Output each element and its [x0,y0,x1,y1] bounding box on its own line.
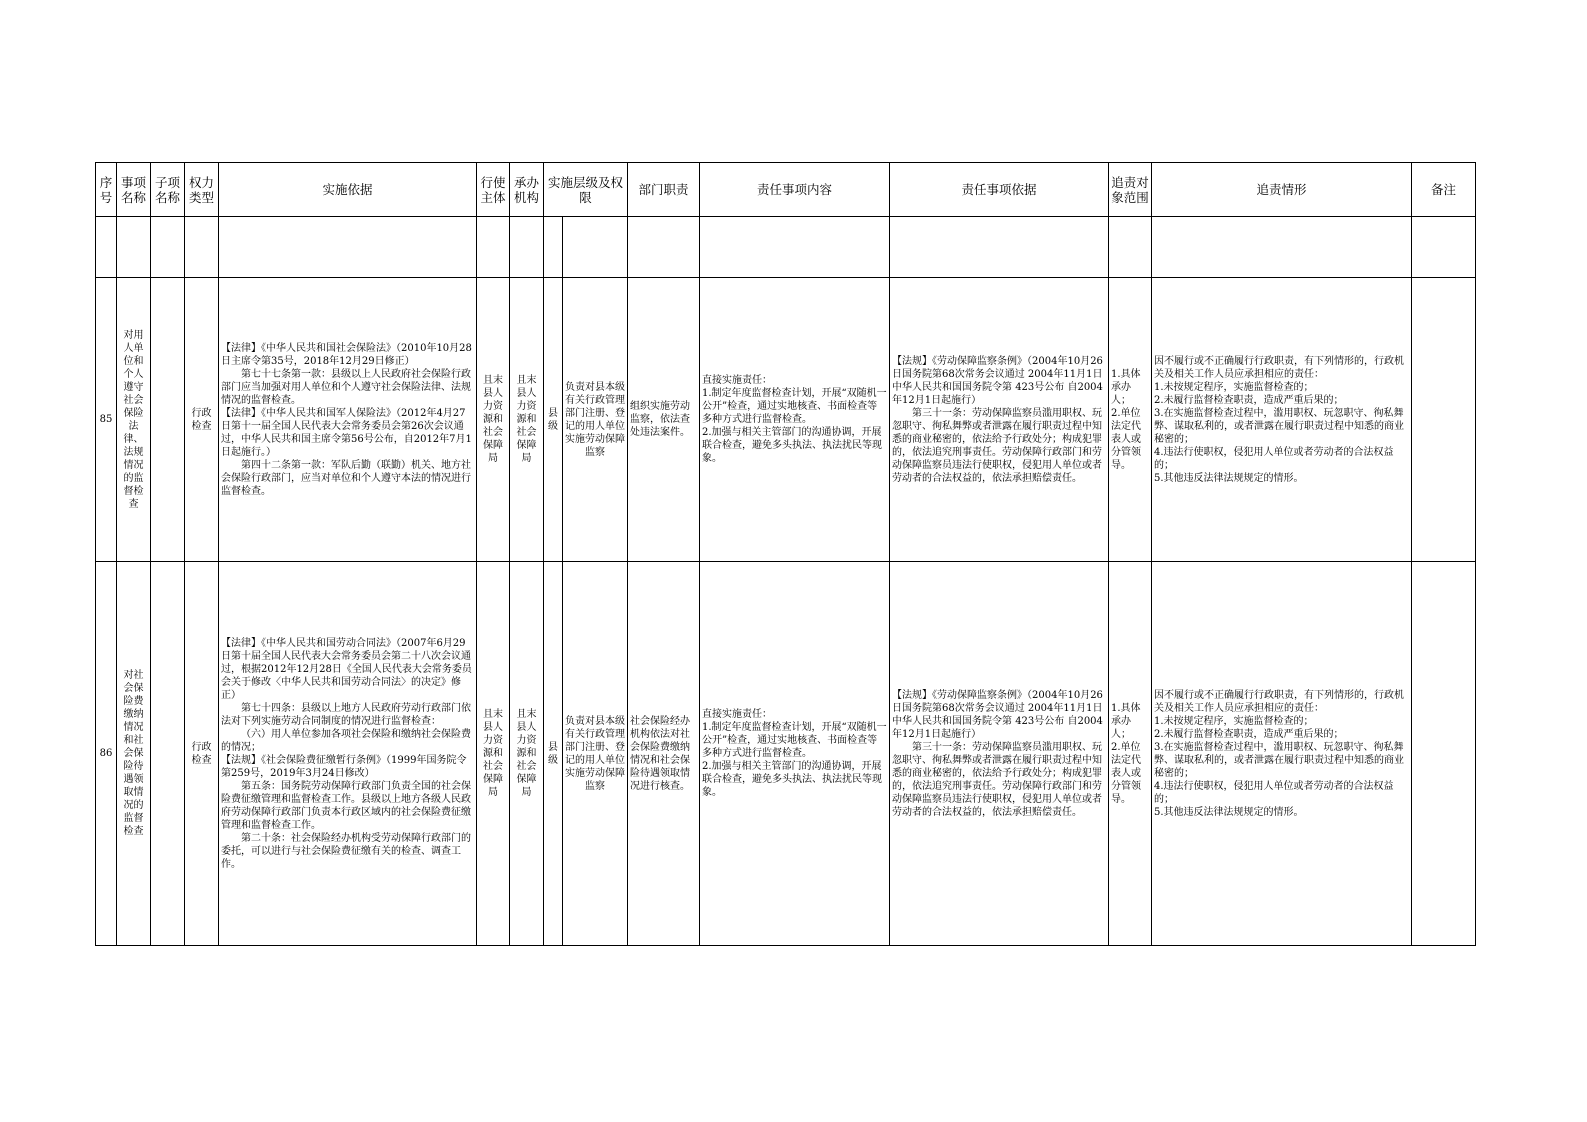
cell-accountability: 因不履行或不正确履行行政职责，有下列情形的，行政机关及相关工作人员应承担相应的责任： 1.未按规定程序，实施监督检查的； 2.未履行监督检查职责，造成严重后果的； 3.在实施监督检查过程中，滥用职权、玩忽职守、徇私舞弊、谋取私利的，或者泄露在履行职责过程中知悉的商业秘密的； 4.违法行使职权，侵犯用人单位或者劳动者的合法权益的； 5.其他违反法律法规规定的情形。 [1152,562,1412,946]
header-row [96,163,1476,217]
basis-paragraph: 【法律】《中华人民共和国军人保险法》（2012年4月27日第十一届全国人民代表大会常务委员会第26次会议通过，中华人民共和国主席令第56号公布，自2012年7月1日起施行。） [221,407,472,458]
header-subject: 行使主体 [477,163,510,217]
basis-paragraph: 【法律】《中华人民共和国社会保险法》（2010年10月28日主席令第35号，2018年12月29日修正） [221,342,472,367]
cell-scope: 1.具体承办人； 2.单位法定代表人或分管领导。 [1109,562,1152,946]
header-subitem-name: 子项名称 [151,163,185,217]
cell-resp-content: 直接实施责任： 1.制定年度监督检查计划，开展“双随机一公开”检查，通过实地核查、书面检查等多种方式进行监督检查。 2.加强与相关主管部门的沟通协调，开展联合检查，避免多头执法、执法扰民等现象。 [700,562,890,946]
table-row [96,278,1476,562]
basis-paragraph: 第七十四条：县级以上地方人民政府劳动行政部门依法对下列实施劳动合同制度的情况进行监督检查： [221,702,471,727]
cell-agency: 且末县人力资源和社会保障局 [510,278,544,562]
header-scope: 追责对象范围 [1109,163,1152,217]
cell-subitem-name [151,278,185,562]
cell-level-desc: 负责对县本级有关行政管理部门注册、登记的用人单位实施劳动保障监察 [563,562,628,946]
blank-row [96,217,1476,278]
cell-dept-duty: 组织实施劳动监察，依法查处违法案件。 [628,278,700,562]
basis-paragraph: （六）用人单位参加各项社会保险和缴纳社会保险费的情况； [221,728,471,753]
header-resp-basis: 责任事项依据 [890,163,1109,217]
cell-power-type: 行政检查 [185,562,219,946]
header-dept-duty: 部门职责 [628,163,700,217]
cell-item-name: 对社会保险费缴纳情况和社会保险待遇领取情况的监督检查 [117,562,151,946]
cell-remarks [1412,278,1476,562]
header-agency: 承办机构 [510,163,544,217]
basis-paragraph: 第七十七条第一款：县级以上人民政府社会保险行政部门应当加强对用人单位和个人遵守社会保险法律、法规情况的监督检查。 [221,368,471,406]
resp-basis-paragraph: 第三十一条：劳动保障监察员滥用职权、玩忽职守、徇私舞弊或者泄露在履行职责过程中知悉的商业秘密的，依法给予行政处分；构成犯罪的，依法追究刑事责任。劳动保障行政部门和劳动保障监察员违法行使职权，侵犯用人单位或者劳动者的合法权益的，依法承担赔偿责任。 [892,407,1103,484]
header-resp-content: 责任事项内容 [700,163,890,217]
cell-remarks [1412,562,1476,946]
cell-resp-basis [890,562,1109,946]
resp-basis-paragraph: 【法规】《劳动保障监察条例》（2004年10月26日国务院第68次常务会议通过 2004年11月1日中华人民共和国国务院令第 423号公布 自2004年12月1日起施行） [892,355,1103,406]
header-seq: 序号 [96,163,117,217]
cell-resp-basis [890,278,1109,562]
header-remarks: 备注 [1412,163,1476,217]
cell-seq: 85 [96,278,117,562]
basis-paragraph: 第四十二条第一款：军队后勤（联勤）机关、地方社会保险行政部门，应当对单位和个人遵守本法的情况进行监督检查。 [221,459,471,497]
cell-scope: 1.具体承办人； 2.单位法定代表人或分管领导。 [1109,278,1152,562]
resp-basis-paragraph: 【法规】《劳动保障监察条例》（2004年10月26日国务院第68次常务会议通过 2004年11月1日中华人民共和国国务院令第 423号公布 自2004年12月1日起施行） [892,689,1103,740]
header-item-name: 事项名称 [117,163,151,217]
cell-power-type: 行政检查 [185,278,219,562]
cell-level: 县级 [544,562,563,946]
cell-agency: 且末县人力资源和社会保障局 [510,562,544,946]
header-level: 实施层级及权限 [544,163,628,217]
power-list-table [95,162,1476,946]
resp-basis-paragraph: 第三十一条：劳动保障监察员滥用职权、玩忽职守、徇私舞弊或者泄露在履行职责过程中知悉的商业秘密的，依法给予行政处分；构成犯罪的，依法追究刑事责任。劳动保障行政部门和劳动保障监察员违法行使职权，侵犯用人单位或者劳动者的合法权益的，依法承担赔偿责任。 [892,741,1103,818]
cell-seq: 86 [96,562,117,946]
cell-dept-duty: 社会保险经办机构依法对社会保险费缴纳情况和社会保险待遇领取情况进行核查。 [628,562,700,946]
basis-paragraph: 【法律】《中华人民共和国劳动合同法》（2007年6月29日第十届全国人民代表大会常务委员会第二十八次会议通过，根据2012年12月28日《全国人民代表大会常务委员会关于修改〈中华人民共和国劳动合同法〉的决定》修正） [221,637,472,701]
cell-basis [219,278,477,562]
basis-paragraph: 【法规】《社会保险费征缴暂行条例》（1999年国务院令第259号，2019年3月24日修改） [221,754,467,779]
basis-paragraph: 第二十条：社会保险经办机构受劳动保障行政部门的委托，可以进行与社会保险费征缴有关的检查、调查工作。 [221,832,471,870]
cell-accountability: 因不履行或不正确履行行政职责，有下列情形的，行政机关及相关工作人员应承担相应的责任： 1.未按规定程序，实施监督检查的； 2.未履行监督检查职责，造成严重后果的； 3.在实施监督检查过程中，滥用职权、玩忽职守、徇私舞弊、谋取私利的，或者泄露在履行职责过程中知悉的商业秘密的； 4.违法行使职权，侵犯用人单位或者劳动者的合法权益的； 5.其他违反法律法规规定的情形。 [1152,278,1412,562]
header-basis: 实施依据 [219,163,477,217]
cell-level: 县级 [544,278,563,562]
cell-basis [219,562,477,946]
table-row [96,562,1476,946]
cell-resp-content: 直接实施责任： 1.制定年度监督检查计划，开展“双随机一公开”检查，通过实地核查、书面检查等多种方式进行监督检查。 2.加强与相关主管部门的沟通协调，开展联合检查，避免多头执法、执法扰民等现象。 [700,278,890,562]
cell-subject: 且末县人力资源和社会保障局 [477,562,510,946]
cell-level-desc: 负责对县本级有关行政管理部门注册、登记的用人单位实施劳动保障监察 [563,278,628,562]
header-accountability: 追责情形 [1152,163,1412,217]
header-power-type: 权力类型 [185,163,219,217]
cell-item-name: 对用人单位和个人遵守社会保险法律、法规情况的监督检查 [117,278,151,562]
cell-subject: 且末县人力资源和社会保障局 [477,278,510,562]
basis-paragraph: 第五条：国务院劳动保障行政部门负责全国的社会保险费征缴管理和监督检查工作。县级以上地方各级人民政府劳动保障行政部门负责本行政区域内的社会保险费征缴管理和监督检查工作。 [221,780,471,831]
cell-subitem-name [151,562,185,946]
